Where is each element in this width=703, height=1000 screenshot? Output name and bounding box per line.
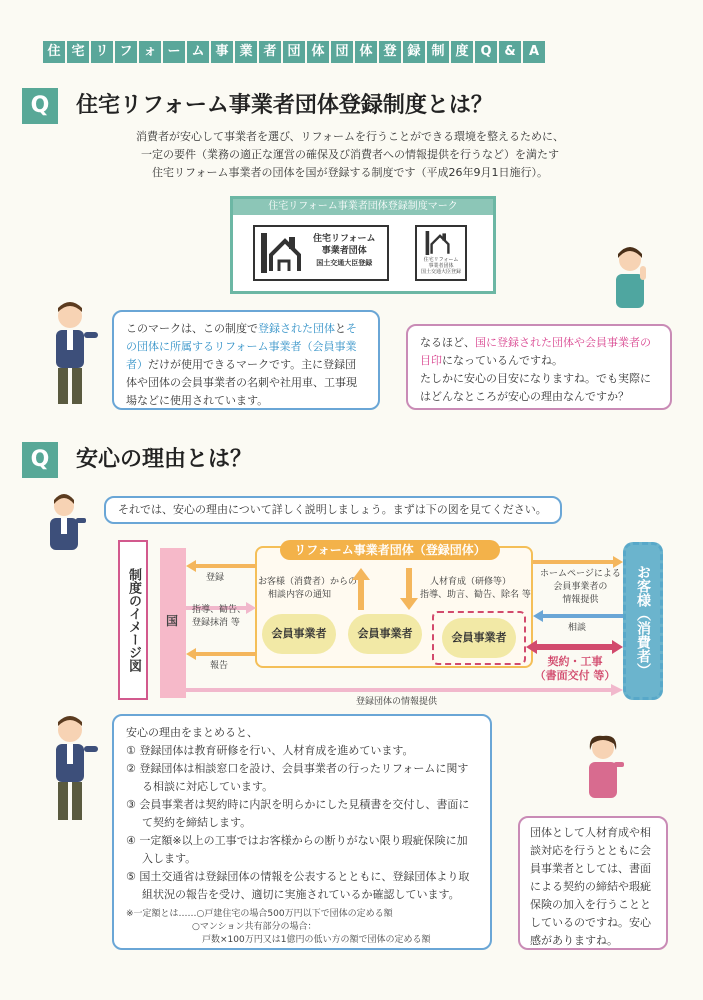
country-box — [160, 548, 186, 698]
item-number: ② — [126, 762, 136, 775]
registration-mark-box — [230, 196, 496, 294]
bubble-text: なるほど、 — [420, 336, 475, 349]
right-arrow-icon — [186, 684, 623, 696]
notify-label — [258, 576, 357, 602]
banner-cell: 体 — [355, 41, 377, 63]
member-business: 会員事業者 — [262, 614, 336, 654]
bubble-text: 談対応を行うとともに会 — [530, 844, 651, 857]
mark-small-line: 住宅リフォーム — [423, 257, 459, 263]
mark-small-text — [421, 257, 461, 275]
country-label: 国 — [166, 614, 179, 628]
homepage-label — [540, 568, 621, 607]
item-number: ⑤ — [126, 870, 136, 883]
q-badge: Q — [22, 88, 58, 124]
bubble-text: 員事業者としては、書面 — [530, 862, 651, 875]
summary-item — [126, 868, 478, 886]
label-line: 相談内容の通知 — [268, 590, 332, 600]
summary-note — [126, 908, 478, 947]
mark-text-line: 住宅リフォーム — [313, 234, 376, 244]
bubble-highlight: 登録された団体 — [258, 322, 335, 335]
bubble-highlight: 国に登録された団体や会員事業者の — [475, 336, 651, 349]
item-number: ① — [126, 744, 136, 757]
mark-small-line: 国土交通大臣登録 — [421, 269, 462, 275]
right-arrow-icon — [533, 556, 623, 568]
up-arrow-icon — [352, 568, 370, 610]
banner-cell: 団 — [331, 41, 353, 63]
bubble-text: による契約の締結や瑕疵 — [530, 880, 651, 893]
report-label: 報告 — [210, 661, 229, 671]
diagram-side-title: 制度のイメージ図 — [118, 540, 148, 700]
summary-item — [126, 760, 478, 778]
banner-cell: 業 — [235, 41, 257, 63]
item-text: て契約を締結します。 — [142, 816, 252, 829]
summary-item — [126, 832, 478, 850]
banner-cell: 度 — [451, 41, 473, 63]
summary-lead: 安心の理由をまとめると、 — [126, 726, 258, 739]
label-line: 人材育成（研修等） — [430, 577, 512, 587]
bubble-text: 感がありますね。 — [530, 934, 618, 947]
left-arrow-icon — [533, 610, 623, 622]
section1-intro — [40, 128, 660, 182]
woman-thinking-icon — [606, 246, 654, 316]
house-logo-icon — [425, 231, 455, 255]
banner-cell: 事 — [211, 41, 233, 63]
mark-text — [313, 233, 376, 269]
section1-title: 住宅リフォーム事業者団体登録制度とは？ — [76, 93, 493, 118]
item-number: ③ — [126, 798, 136, 811]
bubble-text: 団体として人材育成や相 — [530, 826, 651, 839]
bubble-text: 場などに使用されています。 — [126, 394, 269, 407]
bubble-text: と — [335, 322, 346, 335]
guidance-label — [192, 604, 246, 630]
bubble-text: 体や団体の会員事業者の名刺や社用車、工事現 — [126, 376, 357, 389]
item-text: 入します。 — [142, 852, 197, 865]
intro-line: 一定の要件（業務の適正な運営の確保及び消費者への情報提供を行うなど）を満たす — [141, 148, 559, 161]
bubble-text: しているのですね。安心 — [530, 916, 651, 929]
consult-label: 相談 — [568, 623, 587, 633]
man-presenter-icon — [44, 494, 88, 554]
bubble-text: 保険の加入を行うことと — [530, 898, 651, 911]
contract-label — [528, 655, 622, 683]
organization-title: リフォーム事業者団体（登録団体） — [280, 540, 500, 560]
banner-cell: ー — [163, 41, 185, 63]
bubble-text: になっているんですね。 — [442, 354, 563, 367]
bubble-text: だけが使用できるマークです。主に登録団 — [148, 358, 357, 371]
banner-cell: Q — [475, 41, 497, 63]
intro-line: 消費者が安心して事業者を選び、リフォームを行うことができる環境を整えるために、 — [135, 130, 564, 143]
mark-box-title: 住宅リフォーム事業者団体登録制度マーク — [233, 199, 493, 215]
mark-small-line: 事業者団体 — [428, 263, 454, 269]
summary-list — [126, 742, 478, 904]
member-business: 会員事業者 — [348, 614, 422, 654]
comment-bubble — [518, 816, 668, 950]
summary-box — [112, 714, 492, 950]
customer-box: お客様（消費者） — [623, 542, 663, 700]
header-banner — [43, 40, 611, 62]
member-business: 会員事業者 — [442, 618, 516, 658]
man-presenter-icon — [40, 714, 102, 826]
intro-line: 住宅リフォーム事業者の団体を国が登録する制度です（平成26年9月1日施行）。 — [152, 166, 548, 179]
item-text: 登録団体は教育研修を行い、人材育成を進めています。 — [139, 744, 414, 757]
item-text: る相談に対応しています。 — [142, 780, 274, 793]
label-line: （書面交付 等） — [534, 669, 616, 682]
item-text: 組状況の報告を受け、適切に実施されているか確認しています。 — [142, 888, 460, 901]
banner-cell: ム — [187, 41, 209, 63]
banner-cell: 者 — [259, 41, 281, 63]
explanation-bubble — [112, 310, 380, 410]
label-line: 情報提供 — [562, 595, 599, 605]
banner-cell: 制 — [427, 41, 449, 63]
item-text: 国土交通省は登録団体の情報を公表するとともに、登録団体より取 — [139, 870, 470, 883]
item-text: 会員事業者は契約時に内訳を明らかにした見積書を交付し、書面に — [139, 798, 470, 811]
q-badge: Q — [22, 442, 58, 478]
summary-item — [126, 796, 478, 814]
label-line: お客様（消費者）からの — [258, 577, 358, 587]
note-line: ※一定額とは……○戸建住宅の場合500万円以下で団体の定める額 — [126, 909, 393, 919]
bubble-text: はどんなところが安心の理由なんですか？ — [420, 390, 629, 403]
summary-item — [126, 742, 478, 760]
question-bubble — [406, 324, 672, 410]
woman-presenter-icon — [578, 734, 628, 806]
label-line: 指導、助言、勧告、除名 等 — [420, 590, 531, 600]
left-arrow-icon — [186, 648, 256, 660]
bubble-text: たしかに安心の目安になりますね。でも実際に — [420, 372, 651, 385]
bubble-text: このマークは、この制度で — [126, 322, 258, 335]
banner-cell: 登 — [379, 41, 401, 63]
banner-cell: 団 — [283, 41, 305, 63]
registration-mark-small — [415, 225, 467, 281]
banner-cell: リ — [91, 41, 113, 63]
bubble-highlight: そ — [346, 322, 357, 335]
banner-cell: ォ — [139, 41, 161, 63]
registration-mark-large — [253, 225, 389, 281]
register-label: 登録 — [206, 573, 225, 583]
section2-title: 安心の理由とは？ — [76, 447, 253, 472]
left-arrow-icon — [186, 560, 256, 572]
banner-cell: フ — [115, 41, 137, 63]
diagram-intro-bubble: それでは、安心の理由について詳しく説明しましょう。まずは下の図を見てください。 — [104, 496, 562, 524]
mark-text-line: 事業者団体 — [321, 246, 367, 256]
note-line: ○マンション共有部分の場合： — [192, 922, 317, 932]
section1-heading — [22, 88, 542, 124]
banner-cell: A — [523, 41, 545, 63]
bubble-highlight: の団体に所属するリフォーム事業者（会員事業 — [126, 340, 357, 353]
man-presenter-icon — [40, 300, 102, 410]
item-text: 登録団体は相談窓口を設け、会員事業者の行ったリフォームに関す — [139, 762, 469, 775]
mark-text-line: 国土交通大臣登録 — [316, 259, 373, 267]
label-line: 会員事業者の — [553, 582, 608, 592]
note-line: 戸数×100万円又は1億円の低い方の額で団体の定める額 — [202, 935, 431, 945]
label-line: 契約・工事 — [547, 655, 603, 668]
double-arrow-icon — [526, 640, 623, 654]
banner-cell: 宅 — [67, 41, 89, 63]
label-line: 登録抹消 等 — [192, 618, 240, 628]
bubble-highlight: 目印 — [420, 354, 442, 367]
banner-cell: 録 — [403, 41, 425, 63]
bubble-highlight: 者） — [126, 358, 148, 371]
banner-cell: 住 — [43, 41, 65, 63]
item-number: ④ — [126, 834, 136, 847]
info-label: 登録団体の情報提供 — [356, 697, 438, 707]
training-label — [420, 576, 531, 602]
section2-heading — [22, 442, 322, 478]
banner-cell: & — [499, 41, 521, 63]
banner-cell: 体 — [307, 41, 329, 63]
label-line: ホームページによる — [540, 569, 621, 579]
house-logo-icon — [261, 233, 309, 273]
label-line: 指導、勧告、 — [192, 605, 247, 615]
item-text: 一定額※以上の工事ではお客様からの断りがない限り瑕疵保険に加 — [139, 834, 468, 847]
down-arrow-icon — [400, 568, 418, 610]
